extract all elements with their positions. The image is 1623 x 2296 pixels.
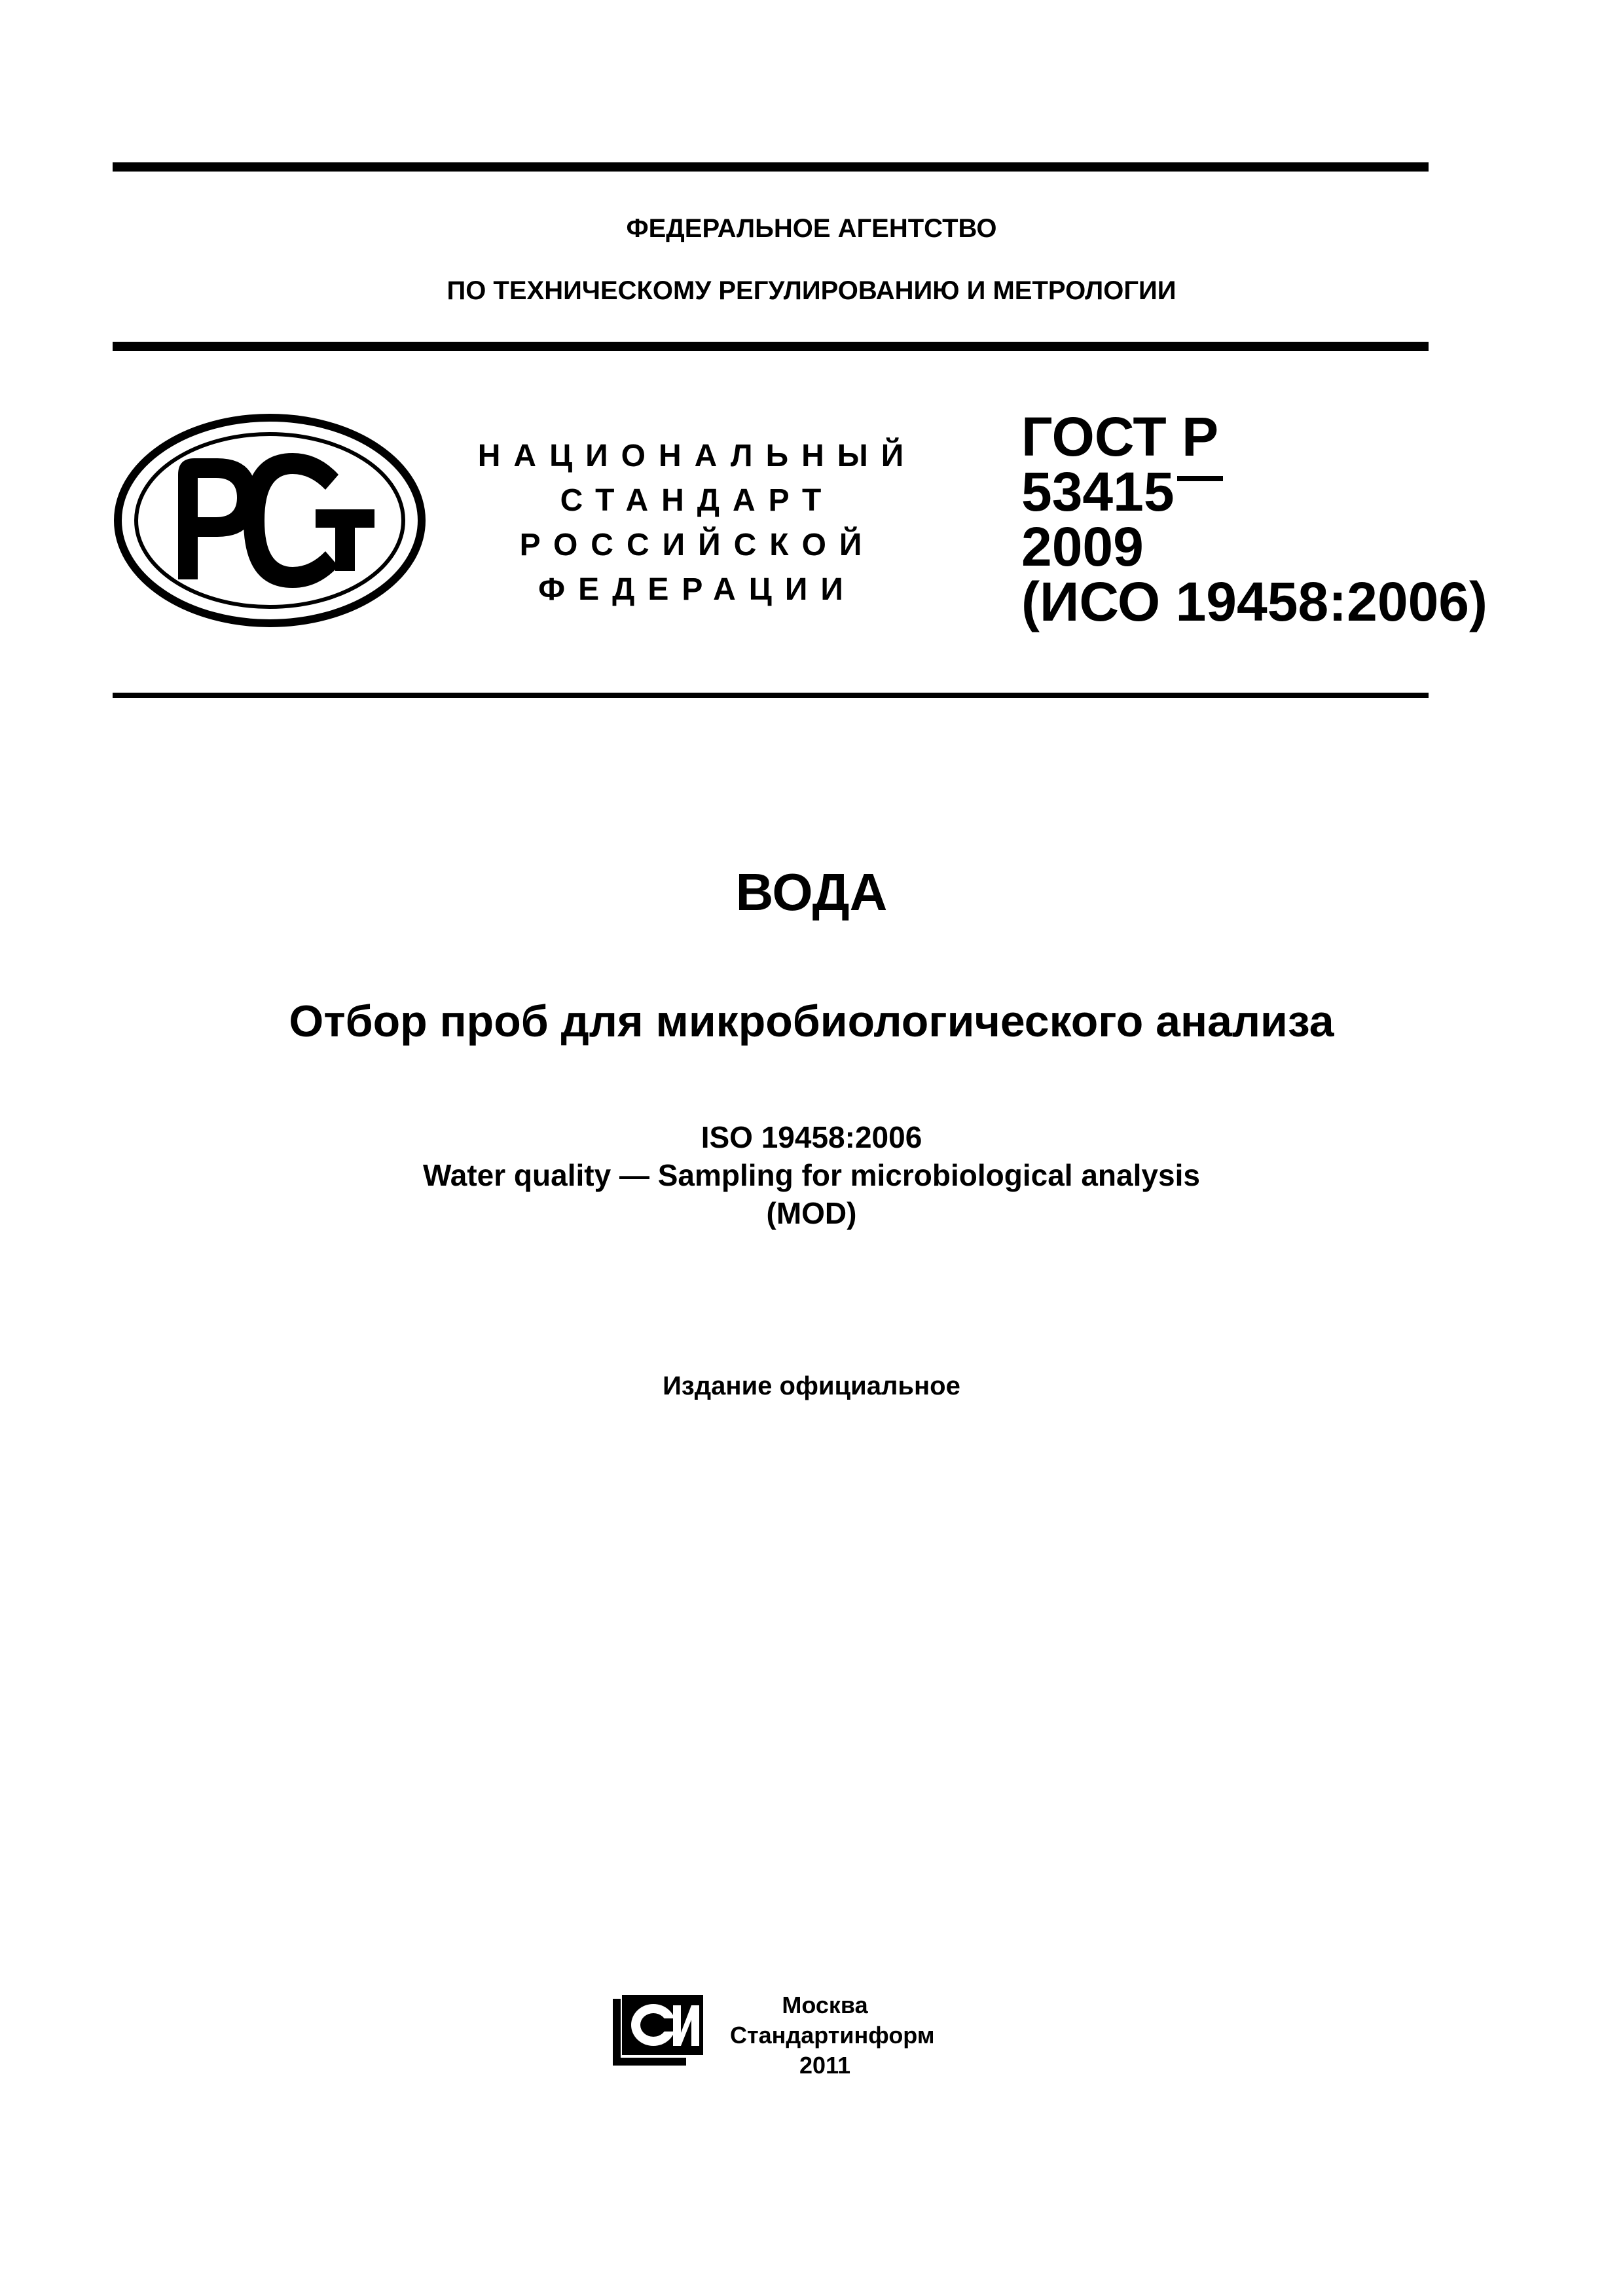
document-title: ВОДА (735, 863, 888, 921)
standard-designation (1021, 406, 1487, 632)
rst-certification-mark-icon (113, 412, 427, 629)
designation-line3: 2009 (1021, 516, 1144, 577)
top-rule (113, 162, 1429, 172)
national-standard-line2: СТАНДАРТ (560, 483, 835, 518)
national-standard-line4: ФЕДЕРАЦИИ (538, 572, 856, 607)
designation-dash (1177, 476, 1223, 481)
iso-modification: (MOD) (766, 1196, 857, 1230)
iso-title: Water quality — Sampling for microbiological analysis (423, 1158, 1200, 1192)
publisher-name: Стандартинформ (730, 2022, 935, 2049)
designation-line4: (ИСО 19458:2006) (1021, 571, 1487, 632)
document-subtitle: Отбор проб для микробиологического анализа (289, 996, 1334, 1046)
national-standard-line1: НАЦИОНАЛЬНЫЙ (477, 439, 917, 473)
national-standard-line3: РОССИЙСКОЙ (519, 528, 875, 562)
publisher-city: Москва (782, 1992, 868, 2018)
agency-name-line2: ПО ТЕХНИЧЕСКОМУ РЕГУЛИРОВАНИЮ И МЕТРОЛОГИИ (447, 276, 1176, 305)
iso-reference (0, 1118, 1623, 1232)
national-standard-label (458, 434, 936, 612)
standartinform-si-logo-icon (608, 1992, 706, 2071)
designation-line1: ГОСТ Р (1021, 406, 1219, 467)
publisher-year: 2011 (799, 2052, 851, 2079)
lower-rule (113, 693, 1429, 698)
iso-number: ISO 19458:2006 (701, 1120, 922, 1154)
publisher-info (730, 1990, 935, 2081)
middle-rule (113, 342, 1429, 351)
agency-name-line1: ФЕДЕРАЛЬНОЕ АГЕНТСТВО (626, 214, 997, 243)
edition-label: Издание официальное (663, 1372, 960, 1400)
designation-line2: 53415 (1021, 461, 1175, 522)
